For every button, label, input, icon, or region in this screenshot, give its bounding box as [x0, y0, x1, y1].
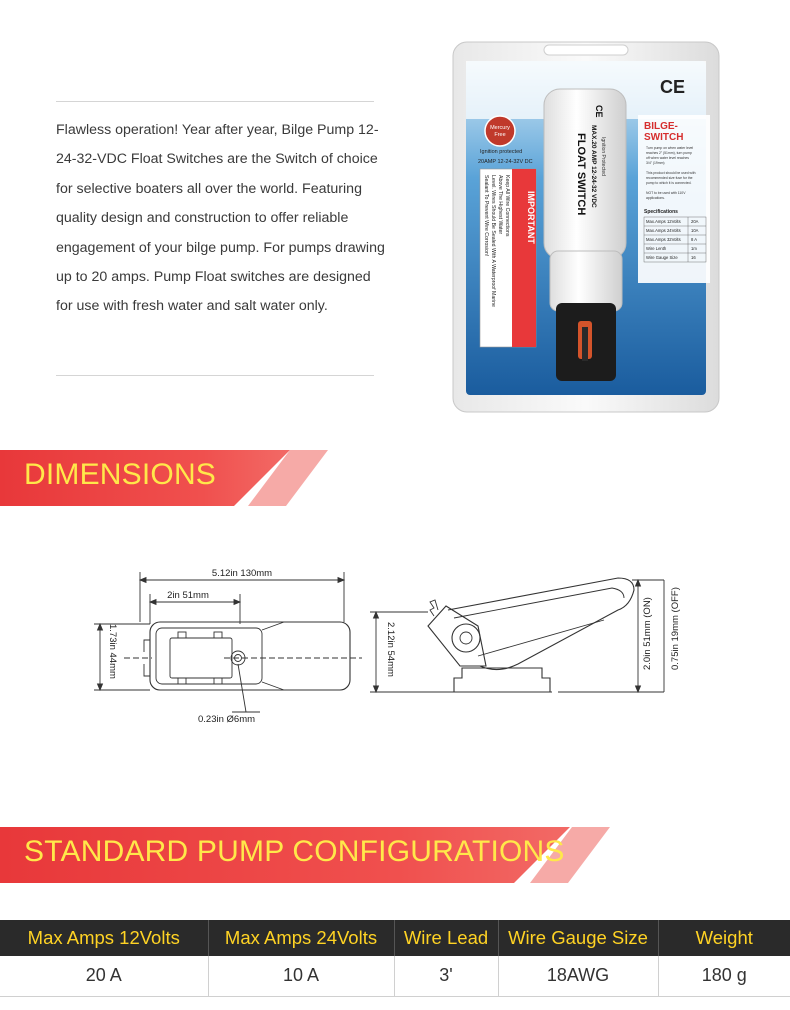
intro-top-rule — [56, 101, 374, 102]
svg-text:16: 16 — [691, 255, 696, 260]
svg-text:pump to which it is connected.: pump to which it is connected. — [646, 181, 692, 185]
configurations-banner — [0, 827, 610, 883]
header-wire-lead: Wire Lead — [394, 920, 498, 956]
svg-text:20A: 20A — [691, 219, 699, 224]
header-max-amps-12v: Max Amps 12Volts — [0, 920, 208, 956]
top-view-drawing — [94, 562, 362, 732]
svg-text:Wire Gauge Size: Wire Gauge Size — [646, 255, 678, 260]
svg-text:Max.Amps 24Volts: Max.Amps 24Volts — [646, 228, 681, 233]
svg-text:Max.Amps 12Volts: Max.Amps 12Volts — [646, 219, 681, 224]
header-max-amps-24v: Max Amps 24Volts — [208, 920, 394, 956]
svg-text:20AMP 12-24-32V DC: 20AMP 12-24-32V DC — [478, 159, 533, 165]
svg-text:recommended size fuse for the: recommended size fuse for the — [646, 176, 693, 180]
svg-text:Above The Highest Water: Above The Highest Water — [497, 175, 503, 235]
svg-text:reaches 2" (51mm), turn pump: reaches 2" (51mm), turn pump — [646, 151, 692, 155]
svg-text:2in 51mm: 2in 51mm — [167, 590, 209, 601]
svg-text:2.12in 54mm: 2.12in 54mm — [385, 622, 396, 677]
configurations-table — [0, 920, 790, 997]
header-wire-gauge: Wire Gauge Size — [498, 920, 658, 956]
svg-text:IMPORTANT: IMPORTANT — [526, 191, 536, 244]
cell-wire-gauge: 18AWG — [498, 956, 658, 996]
svg-text:0.75in 19mm (OFF): 0.75in 19mm (OFF) — [670, 587, 681, 670]
svg-text:Level. Wires Should Be Sealed: Level. Wires Should Be Sealed With A Waterproof Marine — [490, 175, 496, 307]
svg-text:Sealant To Prevent Wire Corros: Sealant To Prevent Wire Corrosion! — [483, 175, 489, 257]
svg-text:10A: 10A — [691, 228, 699, 233]
cell-max-amps-24v: 10 A — [208, 956, 394, 996]
svg-text:Free: Free — [494, 132, 506, 138]
product-package-image — [452, 41, 720, 413]
svg-text:3/4" (19mm): 3/4" (19mm) — [646, 161, 665, 165]
side-view-drawing — [368, 566, 698, 712]
svg-text:Ignition Protected: Ignition Protected — [600, 137, 606, 176]
configurations-title: STANDARD PUMP CONFIGURATIONS — [24, 835, 565, 868]
svg-text:Ignition protected: Ignition protected — [480, 149, 523, 155]
svg-text:Wire Lenth: Wire Lenth — [646, 246, 667, 251]
svg-text:FLOAT SWITCH: FLOAT SWITCH — [575, 133, 587, 216]
svg-text:Turn pump on when water level: Turn pump on when water level — [646, 146, 694, 150]
svg-text:MAX.20 AMP 12-24-32 VDC: MAX.20 AMP 12-24-32 VDC — [590, 125, 597, 208]
svg-text:NOT to be used with 110V: NOT to be used with 110V — [646, 191, 686, 195]
cell-wire-lead: 3' — [394, 956, 498, 996]
svg-text:BILGE-: BILGE- — [644, 121, 678, 132]
svg-text:2.0in 51mm (ON): 2.0in 51mm (ON) — [642, 597, 653, 670]
header-weight: Weight — [658, 920, 790, 956]
table-row — [0, 956, 790, 996]
svg-text:applications.: applications. — [646, 196, 665, 200]
svg-text:Specifications: Specifications — [644, 209, 678, 215]
svg-text:1m: 1m — [691, 246, 697, 251]
cell-weight: 180 g — [658, 956, 790, 996]
svg-text:SWITCH: SWITCH — [644, 132, 684, 143]
dimensions-title: DIMENSIONS — [24, 458, 217, 491]
svg-text:1.73in 44mm: 1.73in 44mm — [107, 624, 118, 679]
svg-text:5.12in 130mm: 5.12in 130mm — [211, 568, 273, 579]
cell-max-amps-12v: 20 A — [0, 956, 208, 996]
svg-text:off when water level reaches: off when water level reaches — [646, 156, 689, 160]
svg-text:This product should be used wi: This product should be used with — [646, 171, 696, 175]
svg-text:Max.Amps 32Volts: Max.Amps 32Volts — [646, 237, 681, 242]
svg-text:Keep All Wire Connections: Keep All Wire Connections — [504, 175, 510, 237]
svg-text:0.23in Ø6mm: 0.23in Ø6mm — [198, 714, 256, 725]
svg-text:CE: CE — [594, 105, 604, 118]
intro-paragraph: Flawless operation! Year after year, Bilge Pump 12-24-32-VDC Float Switches are the Switch of choice for selective boaters all over the world. Featuring quality design and construction to offer reliable engagement of your bilge pump. For pumps drawing up to 20 amps. Pump Float switches are designed for use with fresh water and salt water only. — [56, 122, 385, 315]
intro-bottom-rule — [56, 375, 374, 376]
svg-text:8 A: 8 A — [691, 237, 698, 242]
svg-text:Mercury: Mercury — [490, 125, 510, 131]
dimensions-banner — [0, 450, 330, 506]
table-header-row — [0, 920, 790, 956]
ce-mark: CE — [660, 77, 686, 97]
